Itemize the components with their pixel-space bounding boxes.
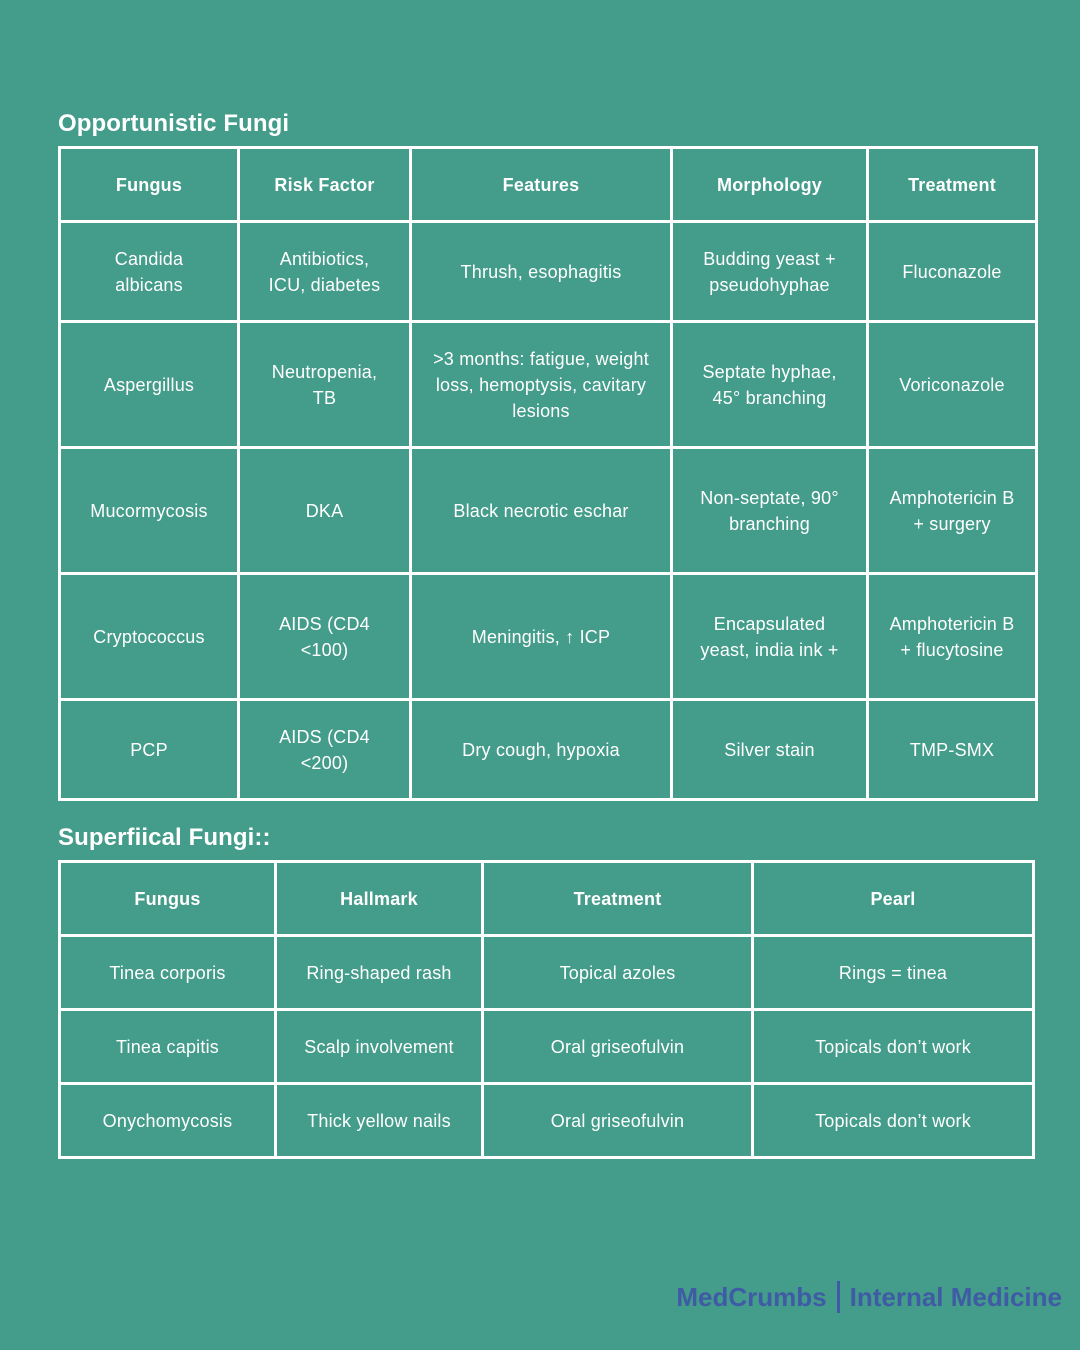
cell-treatment: Amphotericin B + flucytosine (868, 574, 1037, 700)
cell-hallmark: Thick yellow nails (276, 1084, 483, 1158)
cell-hallmark: Scalp involvement (276, 1010, 483, 1084)
cell-fungus: Tinea corporis (60, 936, 276, 1010)
cell-features: >3 months: fatigue, weight loss, hemoptysis, cavitary lesions (411, 322, 672, 448)
cell-risk-factor: Neutropenia, TB (239, 322, 411, 448)
header-pearl: Pearl (753, 862, 1034, 936)
header-treatment: Treatment (483, 862, 753, 936)
cell-risk-factor: AIDS (CD4 <100) (239, 574, 411, 700)
cell-features: Meningitis, ↑ ICP (411, 574, 672, 700)
cell-fungus: Mucormycosis (60, 448, 239, 574)
cell-pearl: Topicals don’t work (753, 1010, 1034, 1084)
superficial-fungi-title: Superfiical Fungi:: (58, 824, 271, 851)
cell-pearl: Rings = tinea (753, 936, 1034, 1010)
header-risk-factor: Risk Factor (239, 148, 411, 222)
cell-risk-factor: AIDS (CD4 <200) (239, 700, 411, 800)
cell-risk-factor: DKA (239, 448, 411, 574)
table-row (60, 574, 1037, 700)
cell-fungus: Cryptococcus (60, 574, 239, 700)
cell-morphology: Encapsulated yeast, india ink + (672, 574, 868, 700)
header-morphology: Morphology (672, 148, 868, 222)
cell-hallmark: Ring-shaped rash (276, 936, 483, 1010)
cell-treatment: Oral griseofulvin (483, 1084, 753, 1158)
cell-treatment: Oral griseofulvin (483, 1010, 753, 1084)
header-fungus: Fungus (60, 862, 276, 936)
cell-fungus: PCP (60, 700, 239, 800)
footer-brand: MedCrumbs (676, 1282, 827, 1312)
cell-pearl: Topicals don’t work (753, 1084, 1034, 1158)
cell-features: Black necrotic eschar (411, 448, 672, 574)
opportunistic-fungi-table (58, 146, 1038, 801)
cell-fungus: Onychomycosis (60, 1084, 276, 1158)
table-header-row (60, 148, 1037, 222)
cell-morphology: Septate hyphae, 45° branching (672, 322, 868, 448)
table-row (60, 700, 1037, 800)
table-row (60, 222, 1037, 322)
footer-category: Internal Medicine (849, 1282, 1062, 1312)
cell-treatment: TMP-SMX (868, 700, 1037, 800)
cell-morphology: Non-septate, 90° branching (672, 448, 868, 574)
header-fungus: Fungus (60, 148, 239, 222)
cell-treatment: Fluconazole (868, 222, 1037, 322)
cell-treatment: Topical azoles (483, 936, 753, 1010)
cell-fungus: Aspergillus (60, 322, 239, 448)
cell-morphology: Silver stain (672, 700, 868, 800)
cell-features: Dry cough, hypoxia (411, 700, 672, 800)
header-hallmark: Hallmark (276, 862, 483, 936)
cell-fungus: Candida albicans (60, 222, 239, 322)
table-row (60, 1084, 1034, 1158)
cell-risk-factor: Antibiotics, ICU, diabetes (239, 222, 411, 322)
footer-branding (676, 1282, 1062, 1313)
table-header-row (60, 862, 1034, 936)
cell-treatment: Voriconazole (868, 322, 1037, 448)
table-row (60, 448, 1037, 574)
table-row (60, 322, 1037, 448)
footer-divider (837, 1281, 840, 1313)
superficial-fungi-table (58, 860, 1035, 1159)
header-treatment: Treatment (868, 148, 1037, 222)
table-row (60, 1010, 1034, 1084)
cell-features: Thrush, esophagitis (411, 222, 672, 322)
table-row (60, 936, 1034, 1010)
cell-morphology: Budding yeast + pseudohyphae (672, 222, 868, 322)
cell-treatment: Amphotericin B + surgery (868, 448, 1037, 574)
header-features: Features (411, 148, 672, 222)
cell-fungus: Tinea capitis (60, 1010, 276, 1084)
opportunistic-fungi-title: Opportunistic Fungi (58, 110, 290, 137)
